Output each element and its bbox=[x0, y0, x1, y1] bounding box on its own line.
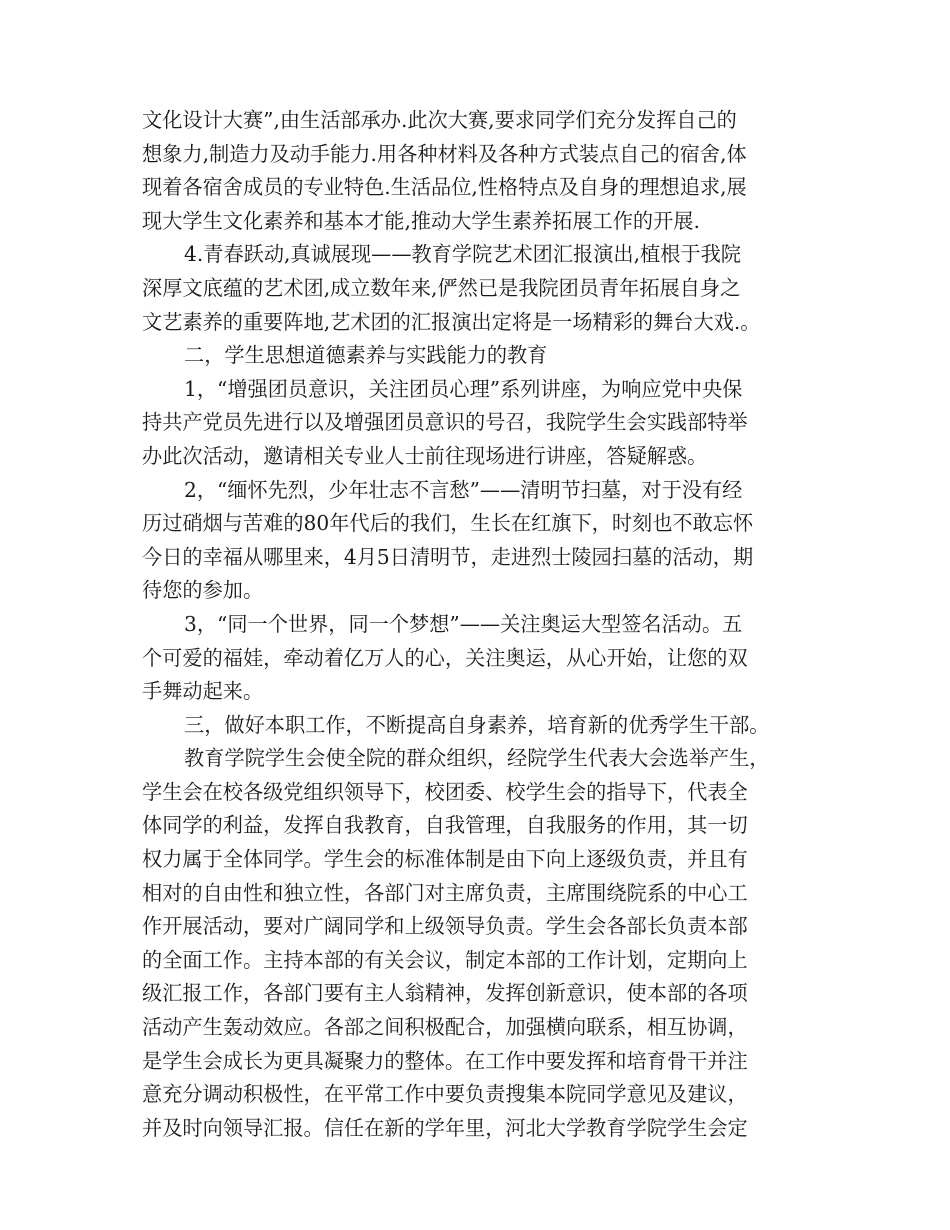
text-line: 办此次活动，邀请相关专业人士前往现场进行讲座，答疑解惑。 bbox=[142, 443, 708, 468]
text-line: 权力属于全体同学。学生会的标准体制是由下向上逐级负责，并且有 bbox=[142, 847, 748, 872]
text-line: 深厚文底蕴的艺术团,成立数年来,俨然已是我院团员青年拓展自身之 bbox=[142, 275, 741, 300]
text-line: 并及时向领导汇报。信任在新的学年里，河北大学教育学院学生会定 bbox=[142, 1115, 748, 1140]
text-line: 相对的自由性和独立性，各部门对主席负责，主席围绕院系的中心工 bbox=[142, 880, 748, 905]
text-line: 历过硝烟与苦难的80年代后的我们，生长在红旗下，时刻也不敢忘怀 bbox=[142, 511, 754, 536]
text-line: 4.青春跃动,真诚展现——教育学院艺术团汇报演出,植根于我院 bbox=[184, 242, 741, 267]
text-line: 活动产生轰动效应。各部之间积极配合，加强横向联系，相互协调， bbox=[142, 1015, 748, 1040]
document-body bbox=[142, 104, 814, 1145]
text-line: 手舞动起来。 bbox=[142, 679, 264, 704]
text-line: 学生会在校各级党组织领导下，校团委、校学生会的指导下，代表全 bbox=[142, 779, 748, 804]
text-line: 是学生会成长为更具凝聚力的整体。在工作中要发挥和培育骨干并注 bbox=[142, 1048, 748, 1073]
section-heading: 二，学生思想道德素养与实践能力的教育 bbox=[184, 343, 548, 368]
text-line: 2，“缅怀先烈，少年壮志不言愁”——清明节扫墓，对于没有经 bbox=[184, 477, 743, 502]
text-line: 教育学院学生会使全院的群众组织，经院学生代表大会选举产生， bbox=[184, 746, 770, 771]
text-line: 体同学的利益，发挥自我教育，自我管理，自我服务的作用，其一切 bbox=[142, 813, 748, 838]
text-line: 1，“增强团员意识，关注团员心理”系列讲座，为响应党中央保 bbox=[184, 376, 743, 401]
text-line: 持共产党员先进行以及增强团员意识的号召，我院学生会实践部特举 bbox=[142, 410, 748, 435]
text-line: 现大学生文化素养和基本才能,推动大学生素养拓展工作的开展. bbox=[142, 208, 700, 233]
text-line: 文化设计大赛”,由生活部承办.此次大赛,要求同学们充分发挥自己的 bbox=[142, 108, 737, 132]
text-line: 个可爱的福娃，牵动着亿万人的心，关注奥运，从心开始，让您的双 bbox=[142, 645, 748, 670]
text-line: 的全面工作。主持本部的有关会议，制定本部的工作计划，定期向上 bbox=[142, 947, 748, 972]
text-line: 意充分调动积极性，在平常工作中要负责搜集本院同学意见及建议， bbox=[142, 1082, 748, 1107]
text-line: 今日的幸福从哪里来，4月5日清明节，走进烈士陵园扫墓的活动，期 bbox=[142, 544, 754, 569]
text-line: 想象力,制造力及动手能力.用各种材料及各种方式装点自己的宿舍,体 bbox=[142, 141, 747, 166]
text-line: 待您的参加。 bbox=[142, 578, 264, 603]
text-line: 作开展活动，要对广阔同学和上级领导负责。学生会各部长负责本部 bbox=[142, 914, 748, 939]
text-line: 级汇报工作，各部门要有主人翁精神，发挥创新意识，使本部的各项 bbox=[142, 981, 748, 1006]
section-heading: 三，做好本职工作，不断提高自身素养，培育新的优秀学生干部。 bbox=[184, 712, 770, 737]
text-line: 现着各宿舍成员的专业特色.生活品位,性格特点及自身的理想追求,展 bbox=[142, 175, 747, 200]
text-line: 3，“同一个世界，同一个梦想”——关注奥运大型签名活动。五 bbox=[184, 611, 743, 636]
text-line: 文艺素养的重要阵地,艺术团的汇报演出定将是一场精彩的舞台大戏.。 bbox=[142, 309, 761, 334]
